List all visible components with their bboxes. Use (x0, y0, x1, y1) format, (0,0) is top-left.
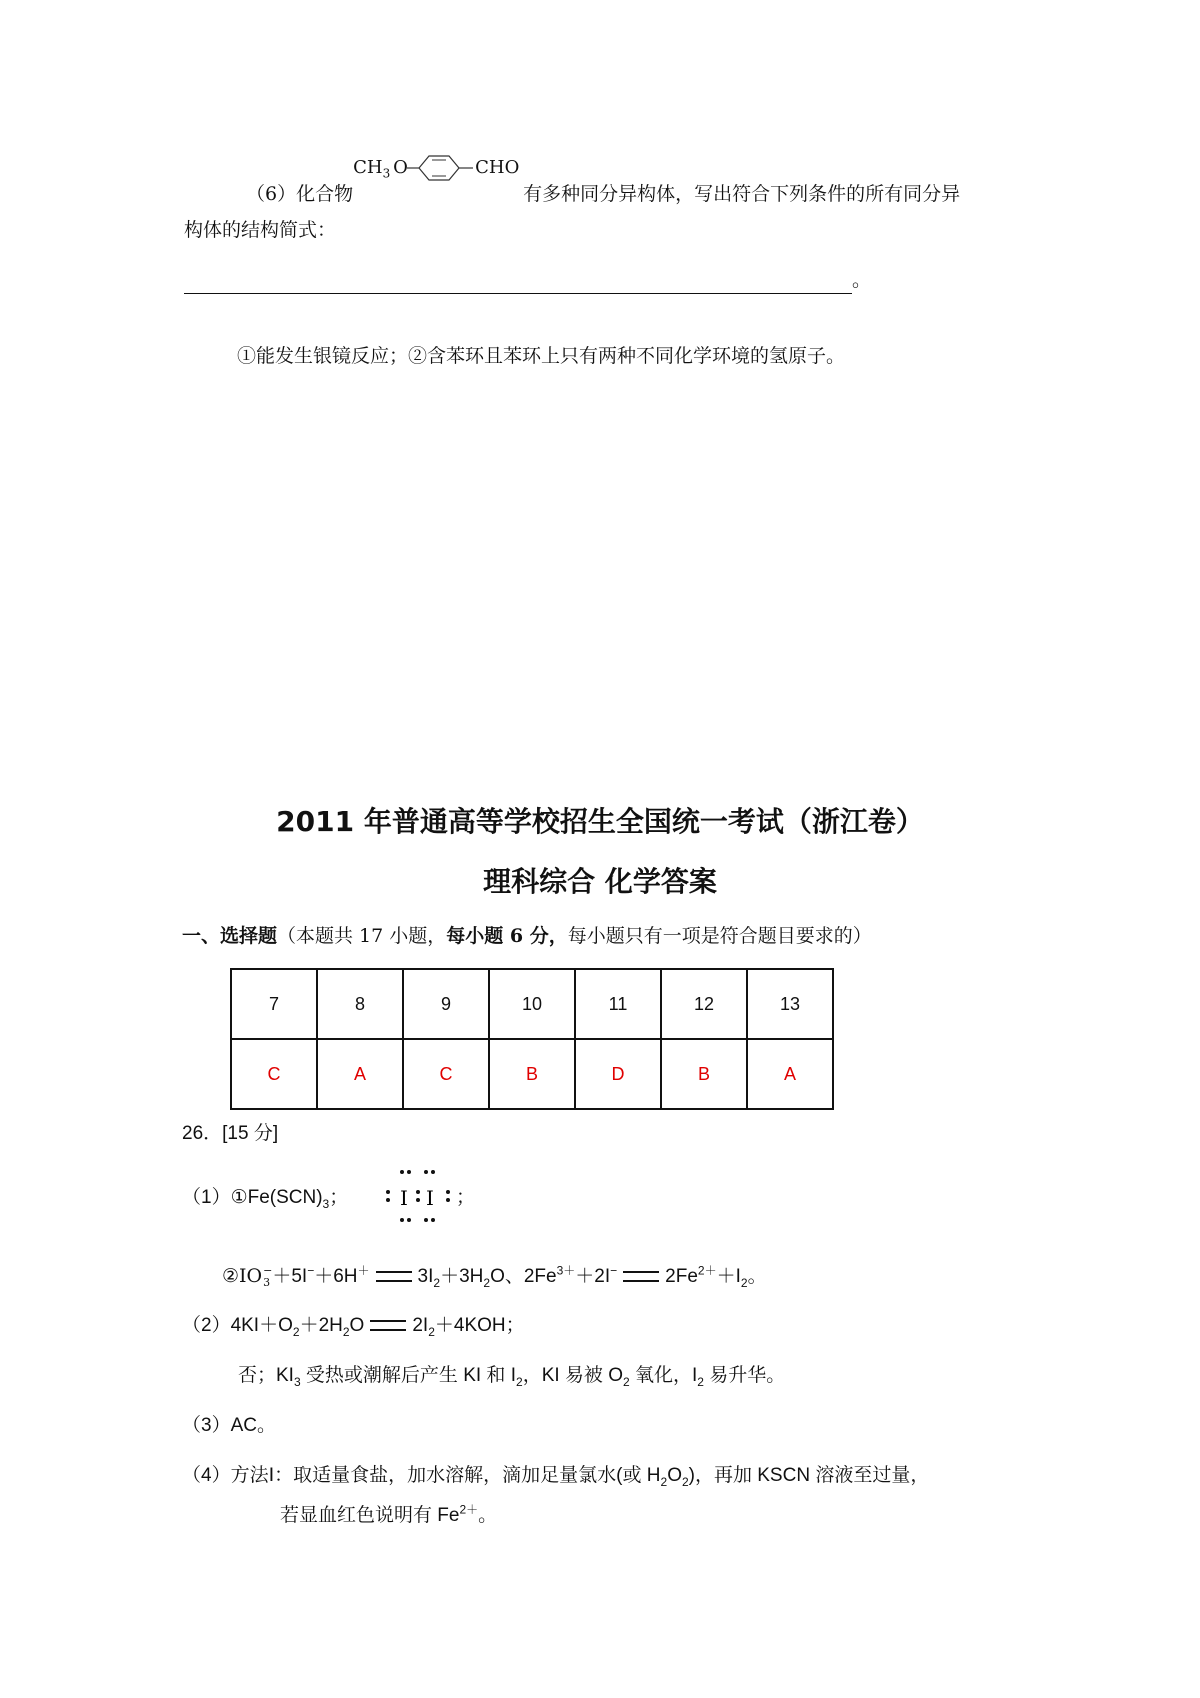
benzene-ring-icon (405, 152, 475, 192)
structure-cho: CHO (475, 157, 520, 178)
answer-row (231, 1039, 833, 1109)
lewis-i-right: I (426, 1186, 434, 1210)
q26-part4-line2: 若显血红色说明有 $Fe^{2+}$。 (280, 1502, 498, 1526)
q26-part1 (182, 1184, 348, 1212)
question-number: 13 (747, 969, 833, 1039)
circ-2: ② (222, 1266, 240, 1287)
p1-sep: ； (329, 1187, 349, 1208)
answer-cell: D (575, 1039, 661, 1109)
q26-part3: （3）AC。 (182, 1415, 276, 1436)
structure-o: O (393, 157, 408, 178)
eq1-part: ＋5I (272, 1266, 308, 1287)
answer-cell: C (403, 1039, 489, 1109)
question-number: 7 (231, 969, 317, 1039)
lewis-structure-i2 (384, 1166, 454, 1226)
answer-cell: A (747, 1039, 833, 1109)
equals-sign (376, 1271, 412, 1282)
answer-cell: C (231, 1039, 317, 1109)
equals-sign (623, 1271, 659, 1282)
page-subtitle: 理科综合 化学答案 (483, 865, 717, 898)
iodate: IO − 3 (239, 1264, 273, 1289)
answer-blank-line (184, 266, 871, 294)
equals-sign (370, 1320, 406, 1331)
blank-underline (184, 273, 852, 294)
q6-line2: 构体的结构简式： (184, 219, 337, 241)
page-title: 2011 年普通高等学校招生全国统一考试（浙江卷） (276, 805, 924, 838)
q6-text: 有多种同分异构体，写出符合下列条件的所有同分异 (523, 183, 961, 205)
answer-table (230, 968, 834, 1110)
answer-cell: B (489, 1039, 575, 1109)
q6-line1 (246, 157, 961, 208)
q6-label: （6）化合物 (246, 183, 354, 205)
answer-cell: A (317, 1039, 403, 1109)
q26-part4: （4）方法Ⅰ：取适量食盐，加水溶解，滴加足量氯水(或 $H_2O_2$)，再加 KSCN 溶液至过量， (182, 1465, 930, 1489)
q6-conditions: ①能发生银镜反应；②含苯环且苯环上只有两种不同化学环境的氢原子。 (237, 345, 846, 367)
section-note-a: （本题共 17 小题， (277, 925, 447, 947)
question-number: 11 (575, 969, 661, 1039)
p1-label: （1）①Fe(SCN) (182, 1187, 323, 1208)
p1-after: ； (456, 1187, 476, 1208)
lewis-i-left: I (400, 1186, 408, 1210)
section-title: 一、选择题 (182, 925, 278, 947)
q26-part2-explanation: 否；$KI_3$ 受热或潮解后产生 KI 和 $I_2$，KI 易被 $O_2$ 氧化，$I_2$ 易升华。 (238, 1365, 786, 1389)
question-number: 9 (403, 969, 489, 1039)
section-heading (182, 922, 872, 950)
section-note-bold: 每小题 6 分， (446, 925, 568, 947)
structure-ch3: $CH_3$ (353, 157, 391, 181)
blank-end: 。 (852, 269, 872, 291)
p1-sub: 3 (322, 1196, 330, 1211)
eq1-part: ＋6H (314, 1266, 358, 1287)
question-number: 10 (489, 969, 575, 1039)
q26-part1-equations: ②IO − 3 ＋5I−＋6H＋ $3I_2+3H_2O$、$2Fe^{3+}+2I^-$ $2Fe^{2+}+I_2$。 (222, 1263, 767, 1290)
q26-part2: $(2)4KI+O_2+2H_2O$ $2I_2+4KOH$； (182, 1315, 525, 1339)
q26-heading: 26．[15 分] (182, 1123, 279, 1144)
question-number: 12 (661, 969, 747, 1039)
section-note-b: 每小题只有一项是符合题目要求的） (567, 925, 872, 947)
question-number-row (231, 969, 833, 1039)
structure-formula (353, 157, 523, 206)
question-number: 8 (317, 969, 403, 1039)
answer-cell: B (661, 1039, 747, 1109)
